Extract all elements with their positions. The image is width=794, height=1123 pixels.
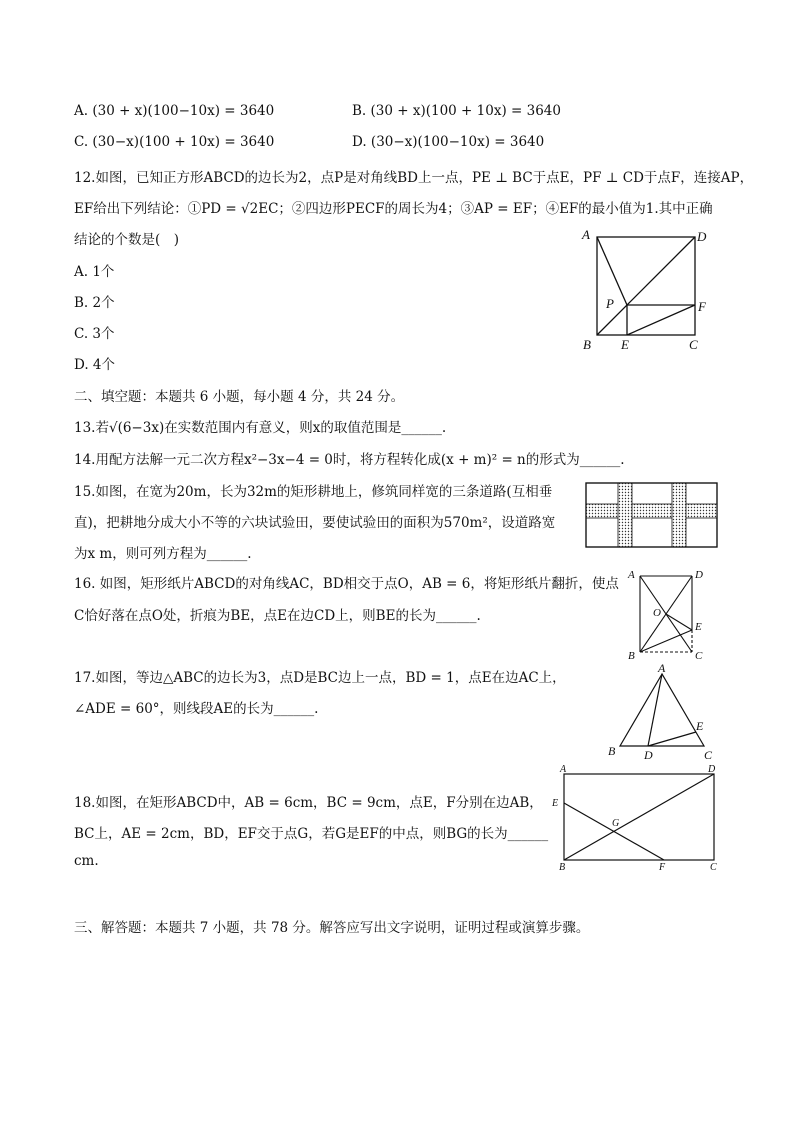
q16-label-a: A — [628, 569, 635, 581]
q12-label-p: P — [606, 296, 614, 311]
q18-text-line1: 18.如图，在矩形ABCD中，AB = 6cm，BC = 9cm，点E，F分别在边AB， — [74, 795, 543, 811]
q12-label-f: F — [698, 299, 706, 314]
q18-label-a: A — [560, 764, 567, 775]
q17-text-line1: 17.如图，等边△ABC的边长为3，点D是BC边上一点，BD = 1，点E在边AC上， — [74, 670, 566, 686]
q15-field-figure — [585, 482, 720, 550]
q16-text-line2: C恰好落在点O处，折痕为BE，点E在边CD上，则BE的长为______. — [74, 608, 481, 624]
q18-label-c: C — [710, 862, 717, 873]
q17-label-c: C — [704, 748, 713, 762]
q13-text: 13.若√(6−3x)在实数范围内有意义，则x的取值范围是______. — [74, 420, 447, 436]
q11-option-a: A. (30 + x)(100−10x) = 3640 — [74, 103, 275, 119]
q16-label-o: O — [653, 607, 661, 619]
q16-rectangle-figure — [622, 566, 717, 662]
q14-text: 14.用配方法解一元二次方程x²−3x−4 = 0时，将方程转化成(x + m)² = n的形式为______. — [74, 452, 625, 468]
q12-option-b: B. 2个 — [74, 295, 115, 311]
q12-label-d: D — [697, 229, 707, 244]
q11-option-d: D. (30−x)(100−10x) = 3640 — [352, 134, 545, 150]
q18-rectangle-figure — [550, 762, 725, 874]
q12-square-figure — [575, 225, 715, 355]
q18-text-line2: BC上，AE = 2cm，BD，EF交于点G，若G是EF的中点，则BG的长为______ — [74, 826, 549, 842]
q12-label-c: C — [689, 337, 698, 352]
q16-label-e: E — [695, 621, 702, 633]
q15-text-line2: 直)，把耕地分成大小不等的六块试验田，要使试验田的面积为570m²，设道路宽 — [74, 515, 556, 531]
q18-label-b: B — [559, 862, 566, 873]
q12-option-d: D. 4个 — [74, 357, 116, 373]
q12-option-c: C. 3个 — [74, 326, 115, 342]
q17-label-a: A — [658, 661, 666, 675]
q12-label-a: A — [582, 227, 590, 242]
q17-label-e: E — [696, 719, 704, 733]
q16-label-b: B — [628, 650, 635, 662]
q16-label-d: D — [695, 569, 703, 581]
section3-heading: 三、解答题：本题共 7 小题，共 78 分。解答应写出文字说明，证明过程或演算步骤。 — [74, 920, 590, 936]
q15-text-line1: 15.如图，在宽为20m，长为32m的矩形耕地上，修筑同样宽的三条道路(互相垂 — [74, 484, 553, 500]
q18-label-d: D — [708, 764, 716, 775]
q12-text-line2: EF给出下列结论：①PD = √2EC；②四边形PECF的周长为4；③AP = EF；④EF的最小值为1.其中正确 — [74, 201, 713, 217]
q12-text-line3: 结论的个数是( ) — [74, 232, 180, 248]
q18-label-f: F — [659, 862, 666, 873]
q18-label-e: E — [552, 798, 559, 809]
q18-text-line3: cm. — [74, 853, 99, 869]
q12-label-b: B — [583, 337, 591, 352]
q12-option-a: A. 1个 — [74, 264, 115, 280]
q17-label-b: B — [608, 744, 616, 758]
q17-text-line2: ∠ADE = 60°，则线段AE的长为______. — [74, 701, 319, 717]
q17-triangle-figure — [600, 660, 725, 765]
q18-label-g: G — [612, 818, 620, 829]
q16-label-c: C — [695, 650, 703, 662]
q12-text-line1: 12.如图，已知正方形ABCD的边长为2，点P是对角线BD上一点，PE ⊥ BC于点E，PF ⊥ CD于点F，连接AP， — [74, 170, 754, 186]
q11-option-c: C. (30−x)(100 + 10x) = 3640 — [74, 134, 275, 150]
q15-text-line3: 为x m，则可列方程为______. — [74, 546, 252, 562]
section2-heading: 二、填空题：本题共 6 小题，每小题 4 分，共 24 分。 — [74, 389, 405, 405]
q11-option-b: B. (30 + x)(100 + 10x) = 3640 — [352, 103, 561, 119]
q17-label-d: D — [644, 748, 653, 762]
q12-label-e: E — [621, 337, 629, 352]
q16-text-line1: 16. 如图，矩形纸片ABCD的对角线AC，BD相交于点O，AB = 6，将矩形纸片翻折，使点 — [74, 576, 619, 592]
